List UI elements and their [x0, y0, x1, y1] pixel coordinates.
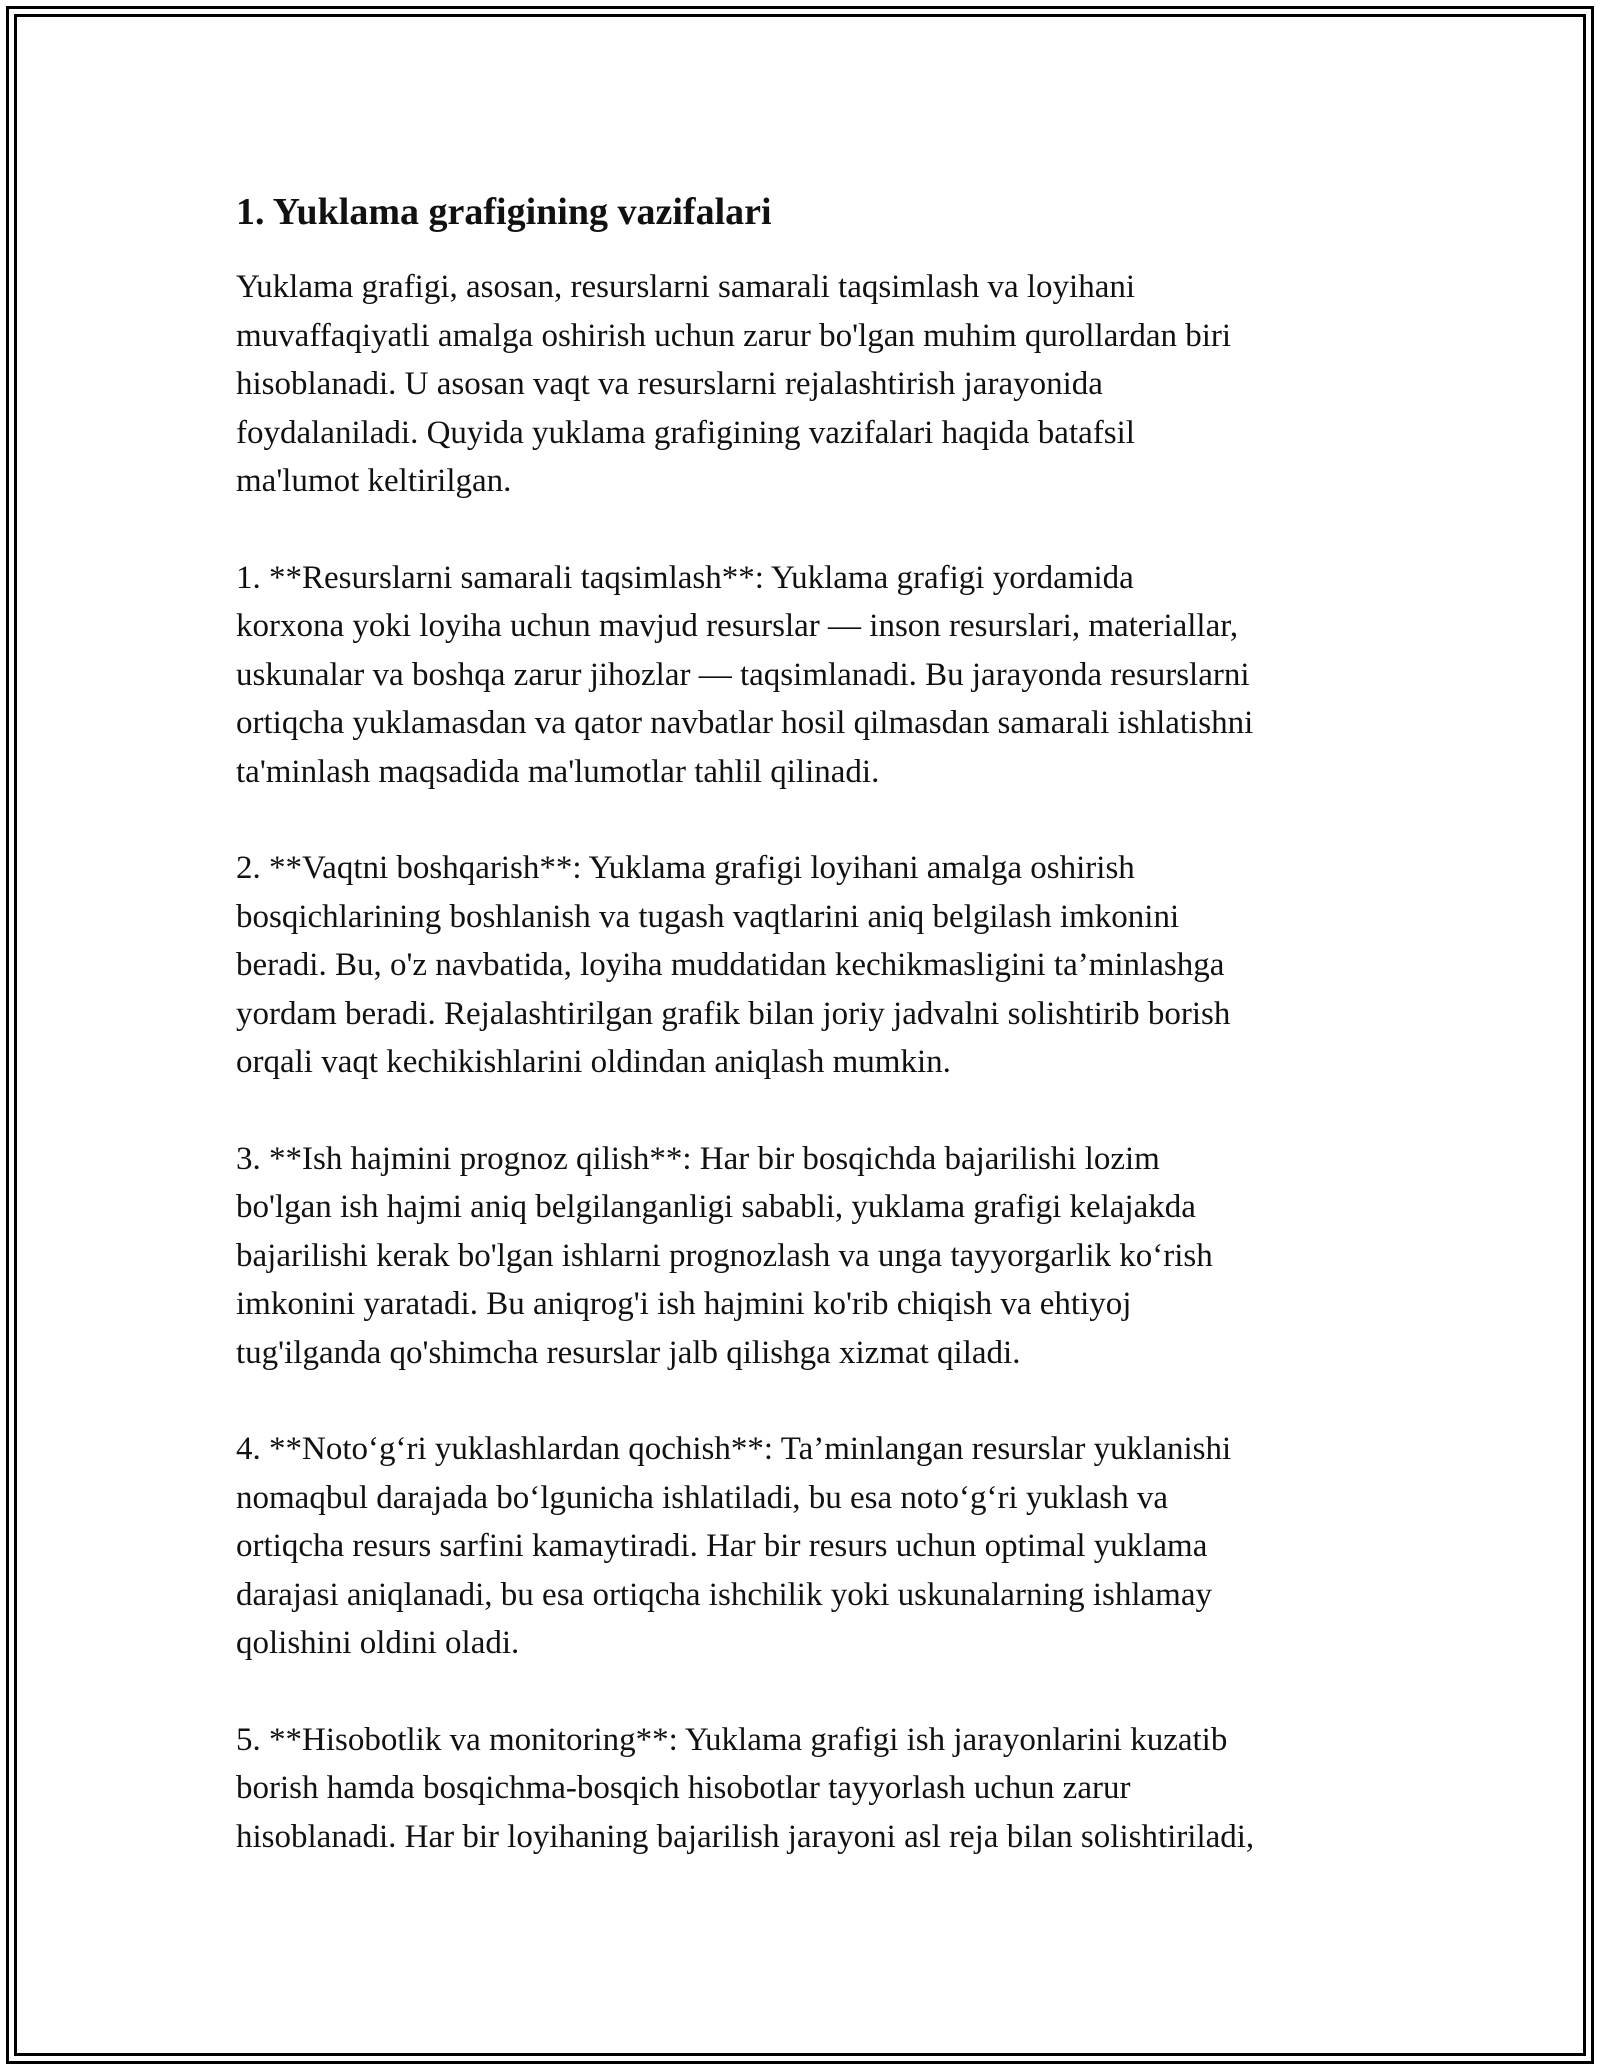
text-line: qolishini oldini oladi.	[236, 1625, 520, 1661]
text-line: 1. **Resurslarni samarali taqsimlash**: Yuklama grafigi yordamida	[236, 559, 1134, 596]
text-line: 4. **Noto‘g‘ri yuklashlardan qochish**: Ta’minlangan resurslar yuklanishi	[236, 1431, 1232, 1467]
list-item-resource-allocation	[236, 554, 1386, 797]
list-item-time-management	[236, 844, 1386, 1087]
document-body	[236, 186, 1386, 1861]
text-line: yordam beradi. Rejalashtirilgan grafik bilan joriy jadvalni solishtirib borish	[236, 995, 1231, 1032]
text-line: bo'lgan ish hajmi aniq belgilanganligi sababli, yuklama grafigi kelajakda	[236, 1189, 1196, 1225]
text-line: hisoblanadi. U asosan vaqt va resurslarni rejalashtirish jarayonida	[236, 366, 1103, 402]
text-line: ortiqcha yuklamasdan va qator navbatlar hosil qilmasdan samarali ishlatishni	[236, 705, 1254, 741]
text-line: korxona yoki loyiha uchun mavjud resurslar — inson resurslari, materiallar,	[236, 608, 1239, 644]
text-line: muvaffaqiyatli amalga oshirish uchun zarur bo'lgan muhim qurollardan biri	[236, 317, 1232, 354]
text-line: bajarilishi kerak bo'lgan ishlarni prognozlash va unga tayyorgarlik ko‘rish	[236, 1237, 1213, 1274]
text-line: hisoblanadi. Har bir loyihaning bajarilish jarayoni asl reja bilan solishtiriladi,	[236, 1818, 1255, 1855]
text-line: Yuklama grafigi, asosan, resurslarni samarali taqsimlash va loyihani	[236, 269, 1136, 305]
text-line: uskunalar va boshqa zarur jihozlar — taqsimlanadi. Bu jarayonda resurslarni	[236, 656, 1250, 693]
list-item-avoid-overload	[236, 1425, 1386, 1668]
text-line: borish hamda bosqichma-bosqich hisobotlar tayyorlash uchun zarur	[236, 1770, 1131, 1806]
list-item-reporting-monitoring	[236, 1716, 1386, 1862]
text-line: ortiqcha resurs sarfini kamaytiradi. Har bir resurs uchun optimal yuklama	[236, 1528, 1208, 1564]
text-line: imkonini yaratadi. Bu aniqrog'i ish hajmini ko'rib chiqish va ehtiyoj	[236, 1286, 1132, 1322]
text-line: nomaqbul darajada bo‘lgunicha ishlatiladi, bu esa noto‘g‘ri yuklash va	[236, 1479, 1168, 1516]
list-item-workload-forecast	[236, 1135, 1386, 1378]
text-line: 5. **Hisobotlik va monitoring**: Yuklama grafigi ish jarayonlarini kuzatib	[236, 1721, 1228, 1758]
text-line: 3. **Ish hajmini prognoz qilish**: Har bir bosqichda bajarilishi lozim	[236, 1140, 1160, 1177]
text-line: tug'ilganda qo'shimcha resurslar jalb qilishga xizmat qiladi.	[236, 1334, 1021, 1371]
text-line: bosqichlarining boshlanish va tugash vaqtlarini aniq belgilash imkonini	[236, 898, 1180, 935]
section-heading: 1. Yuklama grafigining vazifalari	[236, 191, 772, 233]
text-line: 2. **Vaqtni boshqarish**: Yuklama grafigi loyihani amalga oshirish	[236, 850, 1135, 886]
text-line: foydalaniladi. Quyida yuklama grafigining vazifalari haqida batafsil	[236, 414, 1135, 451]
text-line: darajasi aniqlanadi, bu esa ortiqcha ishchilik yoki uskunalarning ishlamay	[236, 1576, 1212, 1613]
text-line: beradi. Bu, o'z navbatida, loyiha muddatidan kechikmasligini ta’minlashga	[236, 947, 1225, 983]
text-line: orqali vaqt kechikishlarini oldindan aniqlash mumkin.	[236, 1044, 951, 1080]
text-line: ma'lumot keltirilgan.	[236, 463, 512, 499]
text-line: ta'minlash maqsadida ma'lumotlar tahlil qilinadi.	[236, 753, 880, 790]
intro-paragraph	[236, 263, 1386, 506]
